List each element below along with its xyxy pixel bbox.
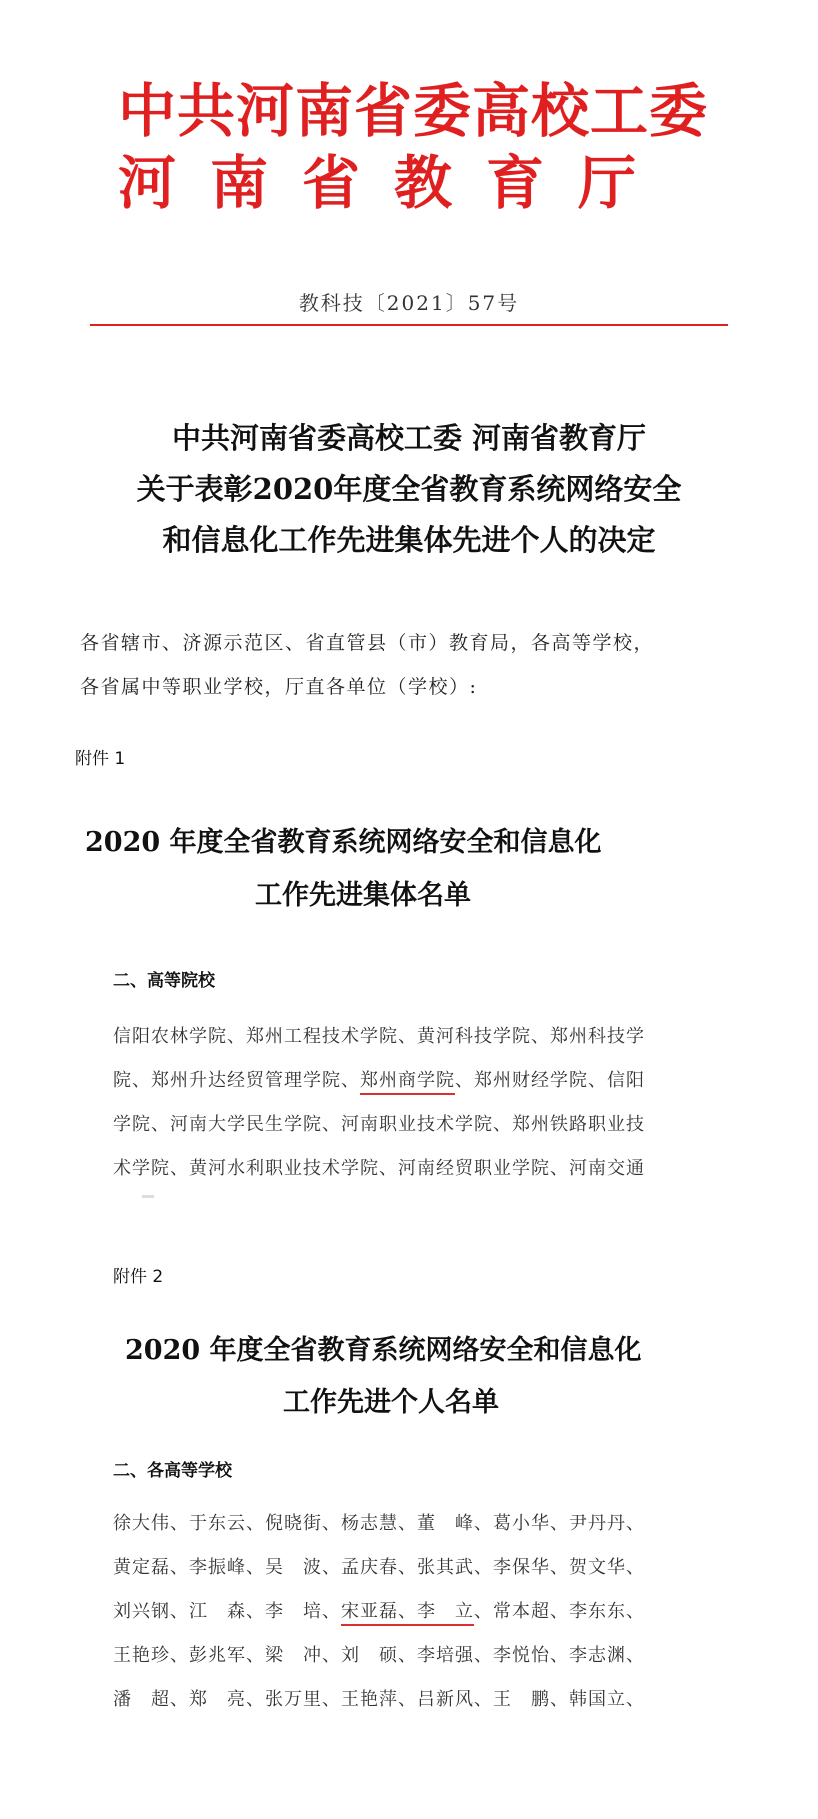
list-text: 黄定磊、李振峰、吴 波、孟庆春、张其武、李保华、贺文华、	[113, 1557, 645, 1578]
highlighted-institution: 郑州商学院	[360, 1070, 455, 1095]
individual-list-line	[113, 1509, 645, 1535]
decision-title-line-2: 关于表彰2020年度全省教育系统网络安全	[136, 472, 682, 506]
decision-title-line-1: 中共河南省委高校工委 河南省教育厅	[171, 421, 647, 455]
individual-list-line	[113, 1685, 645, 1711]
attachment-2-label: 附件 2	[113, 1267, 164, 1287]
list-text: 、郑州财经学院、信阳	[455, 1070, 645, 1091]
collective-list-line	[113, 1154, 645, 1180]
individual-list-line	[113, 1553, 645, 1579]
decision-title-line-3: 和信息化工作先进集体先进个人的决定	[162, 523, 656, 557]
red-divider	[90, 324, 728, 326]
individual-list-line	[113, 1641, 645, 1667]
issuer-line-1: 中共河南省委高校工委	[118, 77, 709, 145]
collective-list-line	[113, 1022, 645, 1048]
list-text: 信阳农林学院、郑州工程技术学院、黄河科技学院、郑州科技学	[113, 1026, 645, 1047]
attachment-1-section-heading: 二、高等院校	[113, 971, 215, 991]
list-text: 刘兴钢、江 森、李 培、	[113, 1601, 341, 1622]
list-text: 徐大伟、于东云、倪晓街、杨志慧、董 峰、葛小华、尹丹丹、	[113, 1513, 645, 1534]
attachment-2-title-line-2: 工作先进个人名单	[283, 1387, 499, 1418]
list-text: 王艳珍、彭兆军、梁 冲、刘 硕、李培强、李悦怡、李志渊、	[113, 1645, 645, 1666]
attachment-2-section-heading: 二、各高等学校	[113, 1461, 232, 1481]
list-text: 学院、河南大学民生学院、河南职业技术学院、郑州铁路职业技	[113, 1114, 645, 1135]
list-text: 术学院、黄河水利职业技术学院、河南经贸职业学院、河南交通	[113, 1158, 645, 1179]
document-number: 教科技〔2021〕57号	[298, 291, 520, 315]
list-text: 、常本超、李东东、	[474, 1601, 645, 1622]
cropped-text-fragment	[142, 1195, 154, 1198]
individual-list-line	[113, 1597, 645, 1623]
list-text: 潘 超、郑 亮、张万里、王艳萍、吕新风、王 鹏、韩国立、	[113, 1689, 645, 1710]
issuer-line-2: 河南省教育厅	[118, 149, 671, 217]
attachment-1-title-line-2: 工作先进集体名单	[255, 880, 471, 911]
salutation-line-1: 各省辖市、济源示范区、省直管县（市）教育局，各高等学校，	[80, 632, 655, 654]
collective-list-line	[113, 1066, 645, 1092]
attachment-2-title-line-1: 2020 年度全省教育系统网络安全和信息化	[125, 1335, 642, 1366]
salutation-line-2: 各省属中等职业学校，厅直各单位（学校）:	[80, 676, 478, 698]
attachment-1-label: 附件 1	[75, 749, 126, 769]
collective-list-line	[113, 1110, 645, 1136]
highlighted-names: 宋亚磊、李 立	[341, 1601, 474, 1626]
attachment-1-title-line-1: 2020 年度全省教育系统网络安全和信息化	[85, 827, 602, 858]
list-text: 院、郑州升达经贸管理学院、	[113, 1070, 360, 1091]
